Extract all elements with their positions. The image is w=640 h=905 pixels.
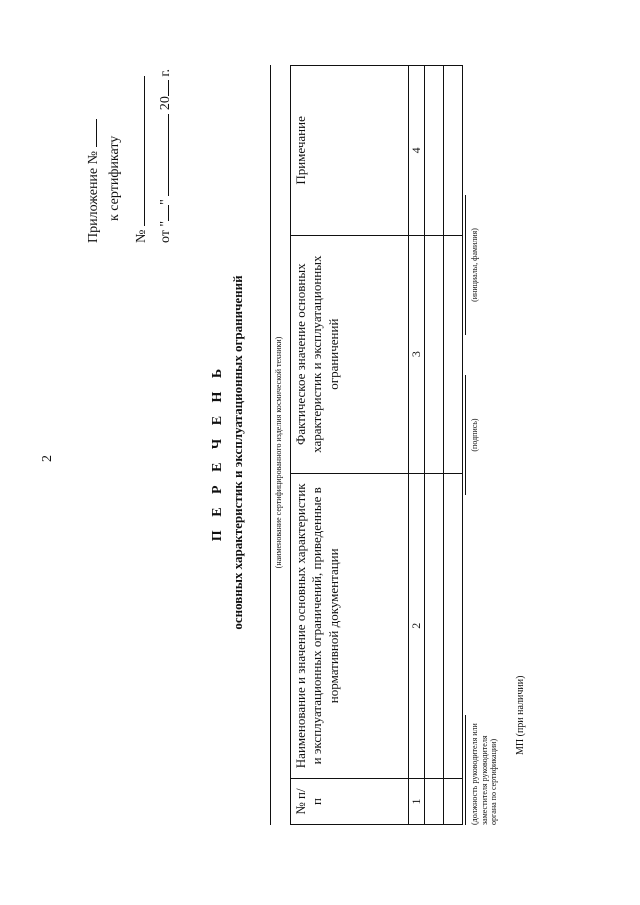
appendix-number-blank bbox=[84, 120, 97, 148]
header-index: № п/п bbox=[291, 779, 409, 825]
column-number: 1 bbox=[409, 779, 425, 825]
appendix-line bbox=[84, 69, 108, 243]
table-cell bbox=[444, 779, 463, 825]
column-number: 2 bbox=[409, 473, 425, 779]
date-line bbox=[156, 69, 180, 243]
month-blank bbox=[156, 114, 169, 196]
characteristics-table bbox=[290, 65, 463, 825]
signature-line bbox=[465, 375, 466, 495]
year-suffix: г. bbox=[158, 68, 173, 77]
table-cell bbox=[444, 66, 463, 236]
position-signature-line bbox=[465, 715, 466, 825]
table-row bbox=[425, 66, 444, 825]
date-quote: " bbox=[158, 199, 173, 205]
header-normative-value: Наименование и значение основных характеристик и эксплуатационных ограничений, приведенные в нормативной документации bbox=[291, 473, 409, 779]
page-number: 2 bbox=[40, 455, 55, 462]
column-number: 3 bbox=[409, 235, 425, 473]
table-row bbox=[444, 66, 463, 825]
header-note: Примечание bbox=[291, 66, 409, 236]
appendix-block bbox=[84, 69, 180, 243]
product-name-caption: (наименование сертифицированного изделия космической техники) bbox=[274, 336, 283, 569]
day-blank bbox=[156, 205, 169, 221]
column-number: 4 bbox=[409, 66, 425, 236]
table-cell bbox=[425, 66, 444, 236]
date-prefix: от " bbox=[158, 220, 173, 243]
name-signature-line bbox=[465, 195, 466, 335]
column-number-row bbox=[409, 66, 425, 825]
position-caption: (должность руководителя или заместителя руководителя органа по сертификации) bbox=[470, 723, 499, 825]
product-name-line bbox=[270, 65, 271, 825]
number-sign: № bbox=[134, 229, 149, 243]
table-header-row bbox=[291, 66, 409, 825]
signature-caption: (подпись) bbox=[470, 418, 479, 452]
certificate-number-line bbox=[132, 69, 156, 243]
table-cell bbox=[425, 235, 444, 473]
table-cell bbox=[444, 473, 463, 779]
table-cell bbox=[425, 473, 444, 779]
certificate-line: к сертификату bbox=[107, 135, 122, 221]
stamp-place: МП (при наличии) bbox=[515, 675, 526, 755]
certificate-number-blank bbox=[132, 76, 145, 226]
year-blank bbox=[156, 80, 169, 96]
header-actual-value: Фактическое значение основных характеристик и эксплуатационных ограничений bbox=[291, 235, 409, 473]
document-title: П Е Р Е Ч Е Н Ь bbox=[210, 363, 225, 542]
year-prefix: 20 bbox=[158, 96, 173, 111]
table-cell bbox=[444, 235, 463, 473]
appendix-label: Приложение № bbox=[86, 151, 101, 243]
table-cell bbox=[425, 779, 444, 825]
document-subtitle: основных характеристик и эксплуатационных ограничений bbox=[230, 275, 245, 630]
name-caption: (инициалы, фамилия) bbox=[470, 228, 479, 302]
